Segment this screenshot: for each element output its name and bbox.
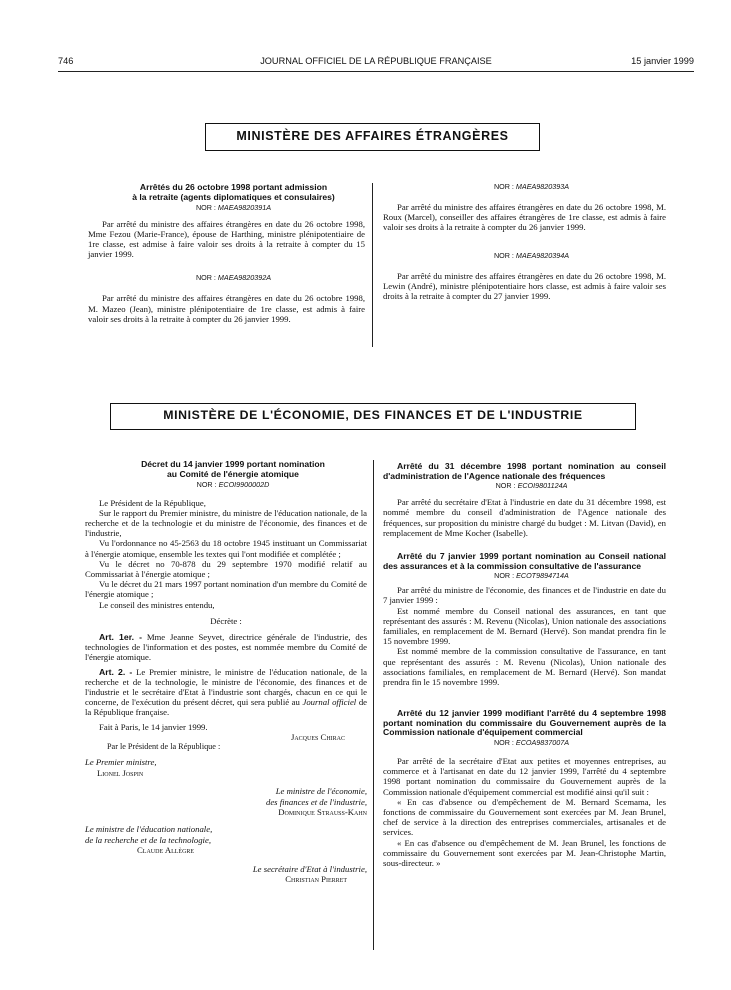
paragraph: Le Président de la République, [99, 497, 206, 508]
paragraph: Vu le décret no 70-878 du 29 septembre 1970 modifié relatif au Commissariat à l'énergie atomique ; [85, 558, 367, 580]
fait-a-paris: Fait à Paris, le 14 janvier 1999. [99, 721, 208, 732]
nor-reference: NOR : ECOT9894714A [494, 571, 569, 581]
arrete-title-line2: à la retraite (agents diplomatiques et consulaires) [132, 191, 335, 202]
paragraph: Est nommé membre de la commission consultative de l'assurance, en tant que représentant des assurés : M. Revenu (Nicolas), Union nationale des associations familiales, en remplacement de M. Bernard (Hervé). Son mandat prendra fin le 15 novembre 1999. [383, 646, 666, 688]
paragraph: Sur le rapport du Premier ministre, du ministre de l'éducation nationale, de la recherche et de la technologie et du ministre de l'économie, des finances et de l'industrie, [85, 507, 367, 539]
paragraph: Par arrêté du ministre des affaires étrangères en date du 26 octobre 1998, M. Lewin (André), ministre plénipotentiaire hors classe, est admis à faire valoir ses droits à la retraite à compter du 27 janvier 1999. [383, 270, 666, 302]
edu-title-line1: Le ministre de l'éducation nationale, [85, 824, 213, 835]
nor-reference: NOR : MAEA9820394A [493, 250, 570, 260]
signature-president: Jacques Chirac [290, 731, 345, 742]
header-divider [58, 71, 694, 72]
par-le-president: Par le Président de la République : [107, 742, 221, 752]
edu-title-line2: de la recherche et de la technologie, [85, 834, 211, 845]
paragraph: « En cas d'absence ou d'empêchement de M. Bernard Scemama, les fonctions de commissaire du Gouvernement sont exercées par M. Jean Brunel, chef de service à la direction des entreprises commerciales, artisanales et de services. [383, 796, 666, 838]
issue-date: 15 janvier 1999 [631, 56, 694, 66]
decrete-label: Décrète : [210, 615, 242, 626]
paragraph: Est nommé membre du Conseil national des assurances, en tant que représentant des assurés : M. Revenu (Nicolas), Union nationale des associations familiales, en remplacement de M. Bernard (Hervé). Son mandat prendra fin le 15 novembre 1999. [383, 605, 666, 647]
paragraph: Par arrêté de la secrétaire d'Etat aux petites et moyennes entreprises, au commerce et à l'artisanat en date du 12 janvier 1999, l'arrêté du 4 septembre 1998 portant nomination du commissaire du Gouvernement auprès de la Commission nationale d'équipement commercial est modifié ainsi qu'il suit : [383, 756, 666, 797]
arrete-title: Arrêté du 12 janvier 1999 modifiant l'arrêté du 4 septembre 1998 portant nomination du commissaire du Gouvernement auprès de la Commission nationale d'équipement commercial [383, 708, 666, 738]
eco-name: Dominique Strauss-Kahn [278, 807, 367, 818]
paragraph: Par arrêté du secrétaire d'Etat à l'industrie en date du 31 décembre 1998, est nommé membre du conseil d'administration de l'Agence nationale des fréquences, sur proposition du ministre chargé du budget : M. Litvan (David), en remplacement de Mme Kocher (Isabelle). [383, 497, 666, 538]
article-1: Art. 1er. - Mme Jeanne Seyvet, directrice générale de l'industrie, des technologies de l'information et des postes, est nommée membre du Comité de l'énergie atomique. [85, 632, 367, 663]
paragraph: Vu l'ordonnance no 45-2563 du 18 octobre 1945 instituant un Commissariat à l'énergie atomique, ensemble les textes qui l'ont modifiée et complétée ; [85, 538, 367, 559]
signatures [85, 732, 367, 885]
paragraph: Le conseil des ministres entendu, [99, 599, 215, 610]
ministry-name: MINISTÈRE DE L'ÉCONOMIE, DES FINANCES ET DE L'INDUSTRIE [163, 408, 583, 422]
column-divider [373, 460, 374, 950]
paragraph: Par arrêté du ministre des affaires étrangères en date du 26 octobre 1998, M. Mazeo (Jean), ministre plénipotentiaire de 1re classe, est admis à faire valoir ses droits à la retraite à compter du 26 janvier 1999. [88, 293, 365, 324]
ministry-name: MINISTÈRE DES AFFAIRES ÉTRANGÈRES [236, 129, 509, 143]
nor-reference: NOR : MAEA9820393A [493, 182, 570, 191]
ministry-heading-foreign-affairs [205, 123, 540, 151]
column-divider [372, 183, 373, 347]
economy-right-column [383, 462, 666, 868]
paragraph: Vu le décret du 21 mars 1997 portant nomination d'un membre du Comité de l'énergie atomique ; [85, 579, 367, 600]
arrete-title: Arrêté du 7 janvier 1999 portant nomination au Conseil national des assurances et à la commission consultative de l'assurance [383, 551, 666, 571]
nor-reference: NOR : MAEA9820392A [195, 273, 272, 283]
paragraph: « En cas d'absence ou d'empêchement de M. Jean Brunel, les fonctions de commissaire du Gouvernement sont exercées par M. Jean-Christophe Martin, sous-directeur. » [383, 837, 666, 869]
decret-title-line1: Décret du 14 janvier 1999 portant nomination [141, 459, 325, 469]
ministry-heading-economy [110, 403, 636, 430]
paragraph: Par arrêté du ministre des affaires étrangères en date du 26 octobre 1998, M. Roux (Marcel), conseiller des affaires étrangères de 1re classe, est admis à faire valoir ses droits à la retraite à compter du 26 janvier 1999. [383, 202, 666, 233]
paragraph: Par arrêté du ministre des affaires étrangères en date du 26 octobre 1998, Mme Fezou (Marie-France), épouse de Harthing, ministre plénipotentiaire de 1re classe, est admise à faire valoir ses droits à la retraite à compter du 15 janvier 1999. [88, 218, 365, 260]
foreign-affairs-right-column [383, 182, 666, 301]
page-header [58, 56, 694, 70]
eco-title-line2: des finances et de l'industrie, [265, 796, 367, 807]
pm-title: Le Premier ministre, [85, 757, 157, 768]
nor-reference: NOR : ECOI9801124A [495, 481, 568, 491]
arrete-title-line1: Arrêtés du 26 octobre 1998 portant admission [139, 182, 328, 192]
page-number: 746 [58, 56, 74, 66]
journal-title: JOURNAL OFFICIEL DE LA RÉPUBLIQUE FRANÇAISE [260, 56, 492, 66]
ind-name: Christian Pierret [285, 874, 347, 885]
paragraph: Par arrêté du ministre de l'économie, des finances et de l'industrie en date du 7 janvier 1999 : [383, 585, 666, 606]
pm-name: Lionel Jospin [97, 767, 144, 778]
edu-name: Claude Allègre [137, 845, 195, 856]
eco-title-line1: Le ministre de l'économie, [275, 786, 367, 797]
nor-reference: NOR : ECOA9837007A [493, 738, 570, 747]
article-2: Art. 2. - Le Premier ministre, le ministre de l'éducation nationale, de la recherche et de la technologie, le ministre de l'économie, des finances et de l'industrie et le secrétaire d'Etat à l'industrie sont chargés, chacun en ce qui le concerne, de l'exécution du présent décret, qui sera publié au Journal officiel de la République française. [85, 666, 368, 718]
foreign-affairs-left-column [88, 183, 365, 324]
nor-reference: NOR : MAEA9820391A [195, 202, 272, 212]
arrete-title: Arrêté du 31 décembre 1998 portant nomination au conseil d'administration de l'Agence nationale des fréquences [383, 461, 666, 481]
ind-title: Le secrétaire d'Etat à l'industrie, [252, 863, 367, 874]
decret-title-line2: au Comité de l'énergie atomique [167, 468, 299, 479]
nor-reference: NOR : ECOI9900002D [196, 479, 270, 489]
economy-left-column [85, 460, 367, 885]
